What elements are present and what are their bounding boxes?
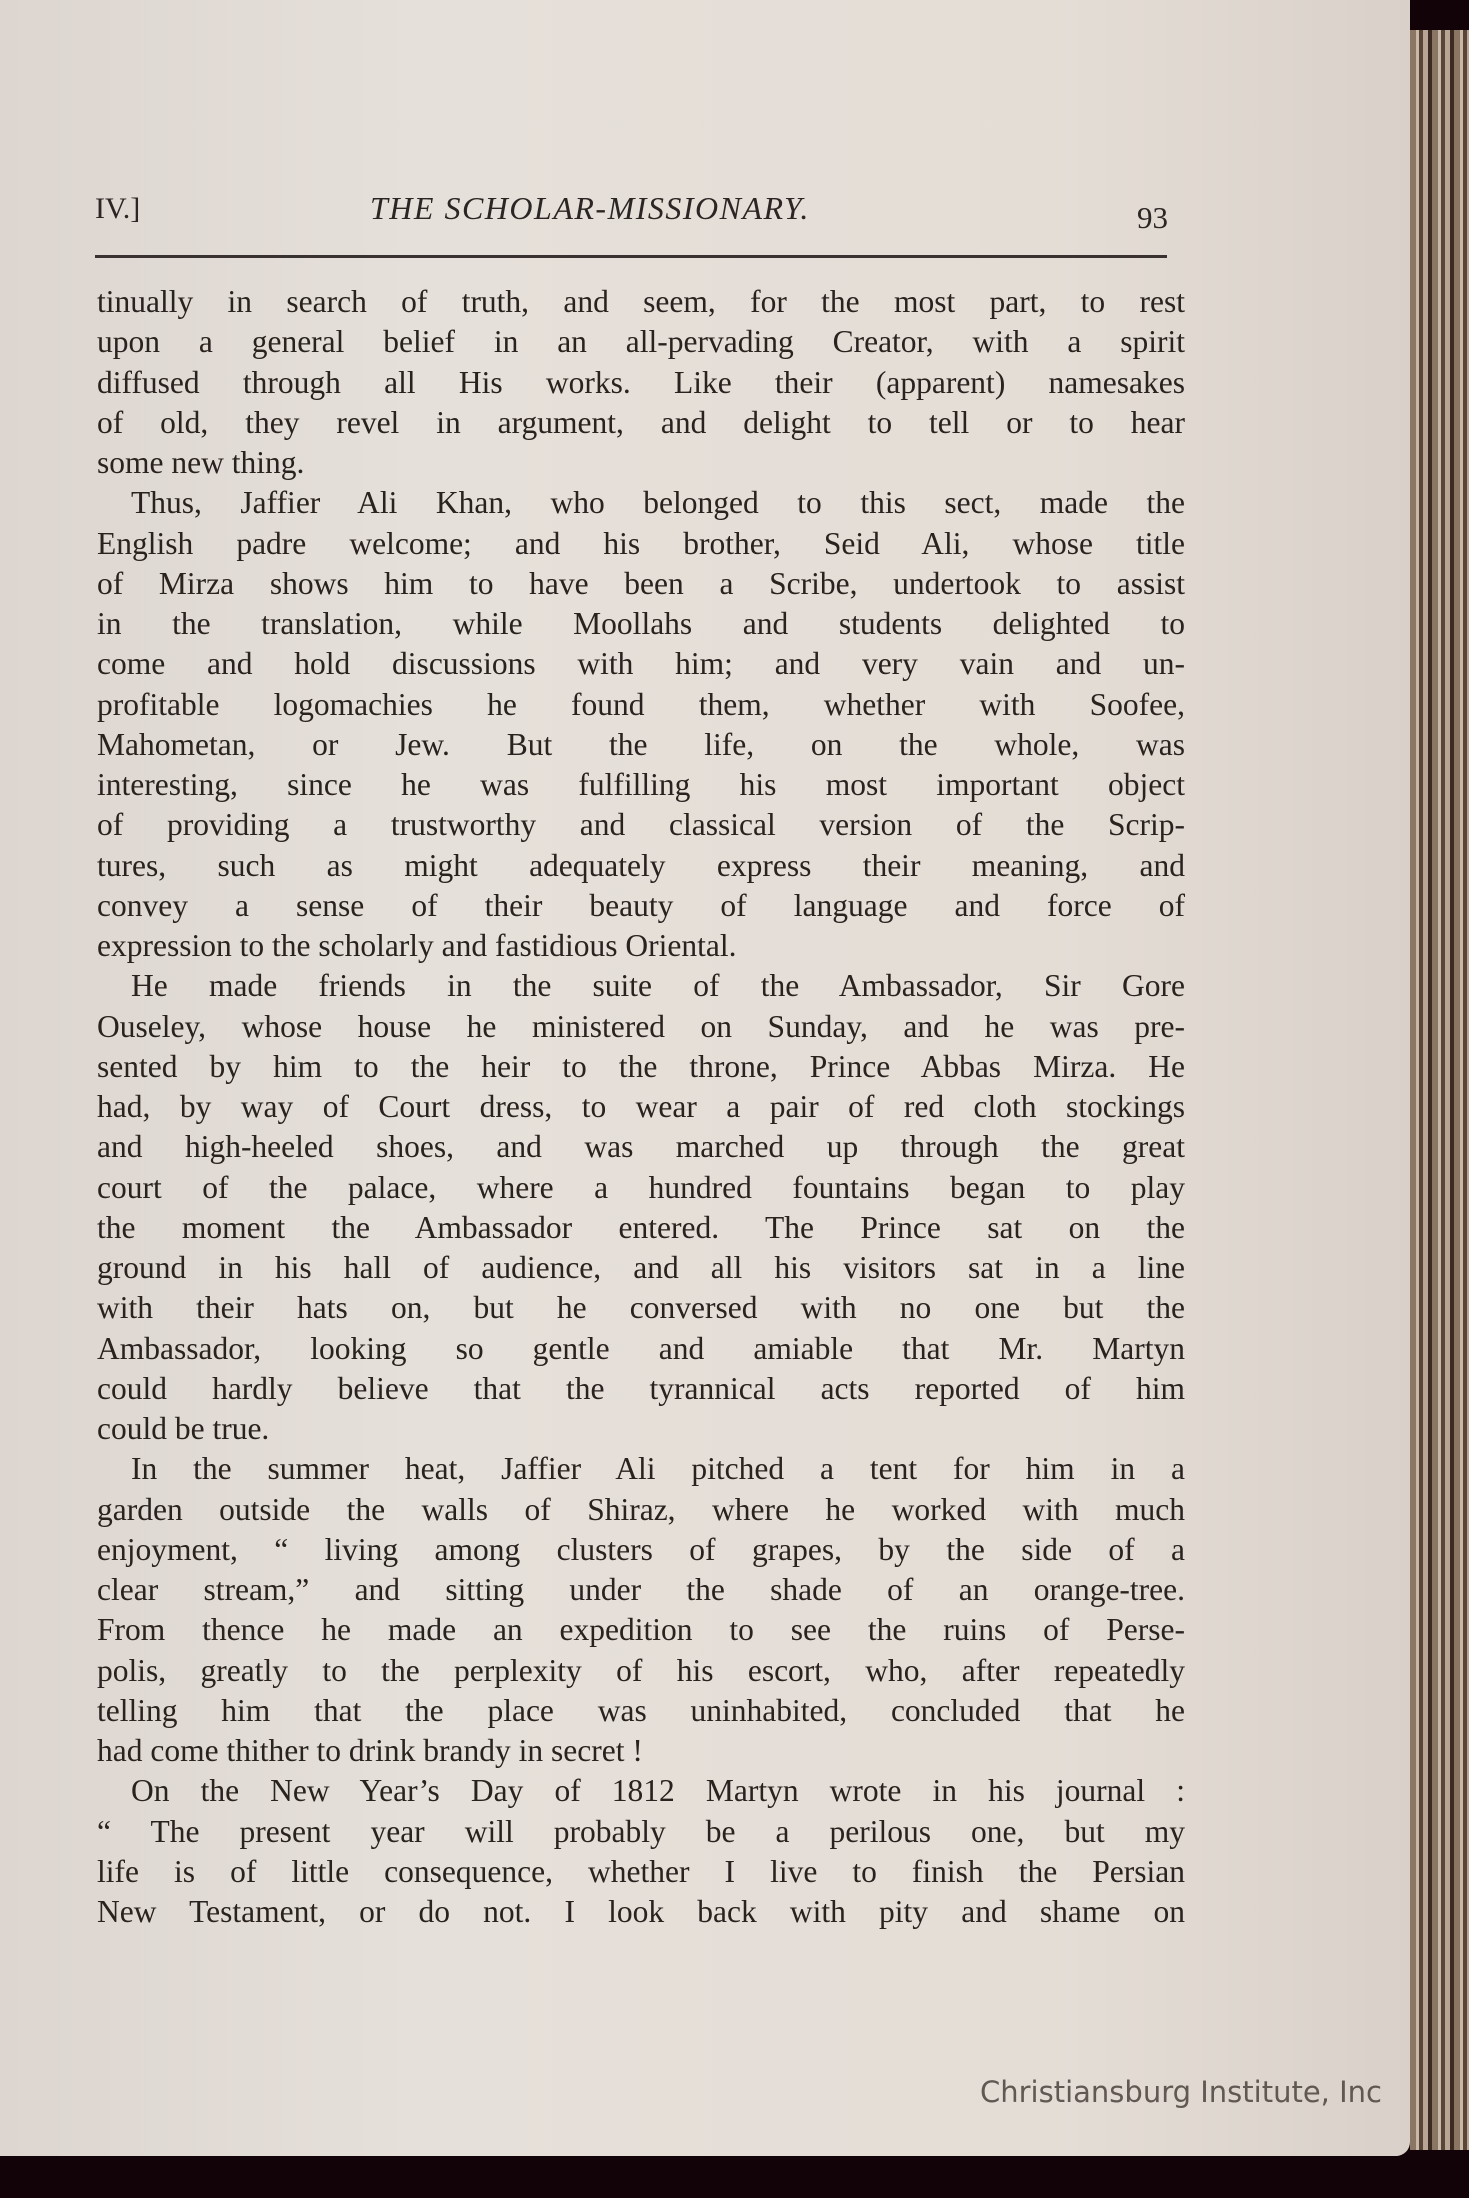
text-line: some new thing. [97,445,305,480]
text-line: convey a sense of their beauty of language and force of [97,887,1185,923]
text-line: profitable logomachies he found them, whether with Soofee, [97,686,1185,722]
page-body-text [97,282,1185,1932]
paragraph [97,1449,1185,1771]
text-line: come and hold discussions with him; and very vain and un- [97,646,1185,682]
text-line: and high-heeled shoes, and was marched up through the great [97,1129,1185,1165]
text-line: From thence he made an expedition to see the ruins of Perse- [97,1612,1185,1648]
watermark: Christiansburg Institute, Inc [980,2075,1382,2109]
page-number: 93 [1137,200,1168,235]
text-line: of Mirza shows him to have been a Scribe, undertook to assist [97,565,1185,601]
text-line: enjoyment, “ living among clusters of grapes, by the side of a [97,1531,1185,1567]
text-line: could be true. [97,1411,270,1446]
text-line: the moment the Ambassador entered. The Prince sat on the [97,1209,1185,1245]
text-line: had come thither to drink brandy in secret ! [97,1733,643,1768]
text-line: of providing a trustworthy and classical version of the Scrip- [97,807,1185,843]
chapter-marker: IV.] [95,192,141,225]
text-line: in the translation, while Moollahs and students delighted to [97,606,1185,641]
text-line: He made friends in the suite of the Ambassador, Sir Gore [131,968,1185,1004]
text-line: Ambassador, looking so gentle and amiable that Mr. Martyn [97,1330,1185,1366]
text-line: sented by him to the heir to the throne, Prince Abbas Mirza. He [97,1048,1185,1084]
text-line: In the summer heat, Jaffier Ali pitched a tent for him in a [131,1451,1185,1487]
text-line: “ The present year will probably be a perilous one, but my [97,1813,1185,1849]
text-line: garden outside the walls of Shiraz, where he worked with much [97,1491,1185,1527]
text-line: court of the palace, where a hundred fountains began to play [97,1169,1185,1205]
text-line: could hardly believe that the tyrannical acts reported of him [97,1370,1185,1406]
text-line: On the New Year’s Day of 1812 Martyn wrote in his journal : [131,1773,1185,1809]
text-line: expression to the scholarly and fastidious Oriental. [97,928,737,963]
text-line: Thus, Jaffier Ali Khan, who belonged to this sect, made the [131,485,1185,521]
text-line: of old, they revel in argument, and delight to tell or to hear [97,404,1185,440]
text-line: had, by way of Court dress, to wear a pair of red cloth stockings [97,1089,1185,1124]
text-line: Mahometan, or Jew. But the life, on the whole, was [97,726,1185,762]
text-line: Ouseley, whose house he ministered on Sunday, and he was pre- [97,1008,1185,1044]
running-title: THE SCHOLAR-MISSIONARY. [370,190,810,226]
text-line: polis, greatly to the perplexity of his escort, who, after repeatedly [97,1652,1185,1688]
text-line: English padre welcome; and his brother, Seid Ali, whose title [97,525,1185,561]
text-line: with their hats on, but he conversed with no one but the [97,1290,1185,1326]
text-line: upon a general belief in an all-pervading Creator, with a spirit [97,324,1185,360]
paragraph [97,282,1185,483]
text-line: life is of little consequence, whether I live to finish the Persian [97,1853,1185,1889]
header-rule [95,255,1167,258]
paragraph [97,1771,1185,1932]
text-line: diffused through all His works. Like their (apparent) namesakes [97,364,1185,400]
text-line: telling him that the place was uninhabited, concluded that he [97,1692,1185,1728]
paragraph [97,483,1185,966]
text-line: tures, such as might adequately express their meaning, and [97,847,1185,883]
text-line: New Testament, or do not. I look back with pity and shame on [97,1894,1185,1929]
book-page-edges [1410,30,1469,2150]
paragraph [97,966,1185,1449]
text-line: clear stream,” and sitting under the shade of an orange-tree. [97,1572,1185,1607]
text-line: ground in his hall of audience, and all his visitors sat in a line [97,1250,1185,1285]
text-line: tinually in search of truth, and seem, for the most part, to rest [97,284,1185,319]
text-line: interesting, since he was fulfilling his most important object [97,767,1185,802]
